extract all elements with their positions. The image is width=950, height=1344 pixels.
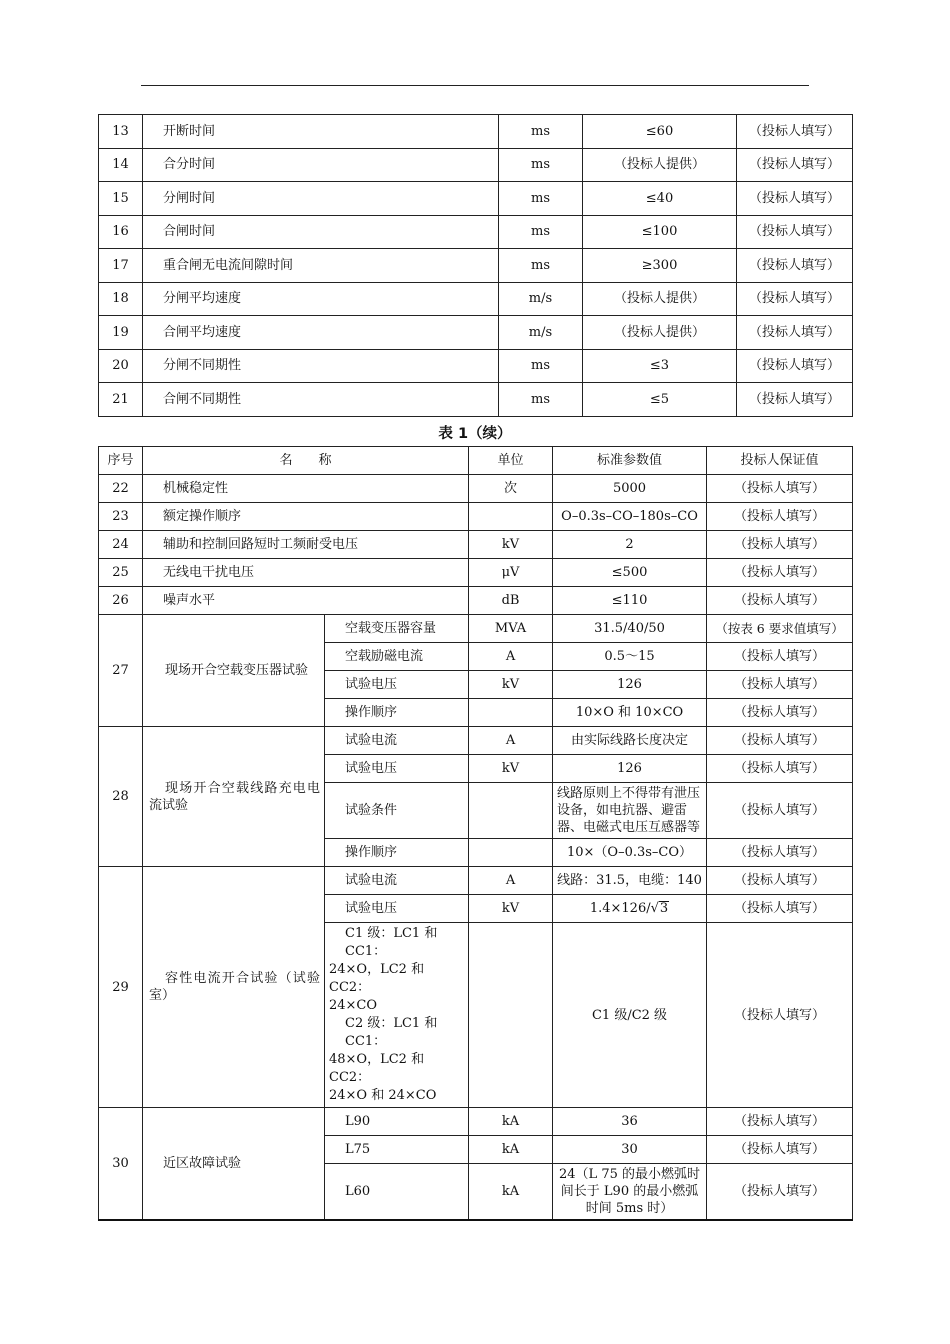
- row-guar: （投标人填写）: [707, 1164, 853, 1221]
- row-unit: [469, 699, 553, 727]
- row-std: ≤3: [583, 349, 737, 383]
- row-guar: （投标人填写）: [707, 559, 853, 587]
- table-row: [99, 282, 853, 316]
- row-name: 现场开合空载变压器试验: [143, 615, 325, 727]
- row-guar: （投标人填写）: [737, 115, 853, 149]
- row-no: 22: [99, 475, 143, 503]
- row-guar: （投标人填写）: [737, 383, 853, 417]
- row-std: ≤60: [583, 115, 737, 149]
- row-std: 线路原则上不得带有泄压设备，如电抗器、避雷器、电磁式电压互感器等: [553, 783, 707, 839]
- row-name: 机械稳定性: [143, 475, 469, 503]
- row-name: 合分时间: [143, 148, 499, 182]
- row-std: （投标人提供）: [583, 148, 737, 182]
- row-name: 近区故障试验: [143, 1108, 325, 1221]
- row-no: 23: [99, 503, 143, 531]
- table-row: [99, 316, 853, 350]
- row-guar: （投标人填写）: [707, 643, 853, 671]
- table-header-row: [99, 447, 853, 475]
- row-unit: [469, 923, 553, 1108]
- row-guar: （投标人填写）: [707, 839, 853, 867]
- row-no: 21: [99, 383, 143, 417]
- row-no: 25: [99, 559, 143, 587]
- row-unit: A: [469, 727, 553, 755]
- row-std: O–0.3s–CO–180s–CO: [553, 503, 707, 531]
- header-guar: 投标人保证值: [707, 447, 853, 475]
- row-guar: （投标人填写）: [737, 148, 853, 182]
- row-unit: kA: [469, 1136, 553, 1164]
- row-unit: kV: [469, 755, 553, 783]
- sub-line: 24×CO: [329, 998, 378, 1013]
- table-row: [99, 727, 853, 755]
- row-guar: （投标人填写）: [707, 727, 853, 755]
- row-no: 20: [99, 349, 143, 383]
- row-unit: kA: [469, 1108, 553, 1136]
- row-std: （投标人提供）: [583, 316, 737, 350]
- row-subitem: 操作顺序: [325, 839, 469, 867]
- table-row: [99, 249, 853, 283]
- sub-line: 48×O，LC2 和 CC2：: [329, 1052, 425, 1085]
- row-subitem: 空载励磁电流: [325, 643, 469, 671]
- row-no: 24: [99, 531, 143, 559]
- row-std: 31.5/40/50: [553, 615, 707, 643]
- row-no: 13: [99, 115, 143, 149]
- row-name: 开断时间: [143, 115, 499, 149]
- row-name: 噪声水平: [143, 587, 469, 615]
- row-guar: （投标人填写）: [707, 587, 853, 615]
- sub-line: C2 级：LC1 和 CC1：: [345, 1016, 438, 1049]
- row-subitem: 空载变压器容量: [325, 615, 469, 643]
- row-guar: （投标人填写）: [737, 282, 853, 316]
- row-unit: kV: [469, 671, 553, 699]
- row-guar: （投标人填写）: [737, 349, 853, 383]
- table-row: [99, 587, 853, 615]
- row-std: 126: [553, 671, 707, 699]
- row-no: 29: [99, 867, 143, 1108]
- table-row: [99, 475, 853, 503]
- row-unit: ms: [499, 148, 583, 182]
- row-subitem: 试验电压: [325, 895, 469, 923]
- row-std: 10×（O–0.3s–CO）: [553, 839, 707, 867]
- row-std: 由实际线路长度决定: [553, 727, 707, 755]
- spec-table-top: [98, 114, 853, 417]
- header-unit: 单位: [469, 447, 553, 475]
- row-unit: kV: [469, 895, 553, 923]
- row-guar: （投标人填写）: [707, 531, 853, 559]
- spec-table-main: [98, 446, 853, 1221]
- row-subitem: 试验条件: [325, 783, 469, 839]
- row-std: ≤40: [583, 182, 737, 216]
- header-no: 序号: [99, 447, 143, 475]
- row-unit: m/s: [499, 316, 583, 350]
- row-std: ≤100: [583, 215, 737, 249]
- row-guar: （投标人填写）: [737, 316, 853, 350]
- row-guar: （按表 6 要求值填写）: [707, 615, 853, 643]
- row-guar: （投标人填写）: [707, 755, 853, 783]
- row-std: 10×O 和 10×CO: [553, 699, 707, 727]
- row-unit: ms: [499, 349, 583, 383]
- simple-rows: [99, 475, 853, 615]
- row-no: 18: [99, 282, 143, 316]
- group-29: [99, 867, 853, 1108]
- table-row: [99, 349, 853, 383]
- row-std: 126: [553, 755, 707, 783]
- row-unit: dB: [469, 587, 553, 615]
- table-row: [99, 559, 853, 587]
- row-subitem: 试验电流: [325, 727, 469, 755]
- row-std: ≤500: [553, 559, 707, 587]
- row-std: 2: [553, 531, 707, 559]
- row-unit: m/s: [499, 282, 583, 316]
- table-row: [99, 182, 853, 216]
- row-unit: [469, 839, 553, 867]
- row-name: 辅助和控制回路短时工频耐受电压: [143, 531, 469, 559]
- row-std: ≤110: [553, 587, 707, 615]
- row-subitem: 试验电压: [325, 671, 469, 699]
- row-name: 重合闸无电流间隙时间: [143, 249, 499, 283]
- row-name: 分闸平均速度: [143, 282, 499, 316]
- row-std: 0.5～15: [553, 643, 707, 671]
- row-subitem: L75: [325, 1136, 469, 1164]
- table-row: [99, 215, 853, 249]
- row-name: 额定操作顺序: [143, 503, 469, 531]
- row-unit: A: [469, 643, 553, 671]
- row-no: 17: [99, 249, 143, 283]
- row-no: 16: [99, 215, 143, 249]
- row-unit: ms: [499, 215, 583, 249]
- row-guar: （投标人填写）: [707, 867, 853, 895]
- row-unit: kV: [469, 531, 553, 559]
- row-unit: [469, 503, 553, 531]
- row-unit: μV: [469, 559, 553, 587]
- table-row: [99, 115, 853, 149]
- sqrt-symbol: √3: [650, 901, 669, 916]
- row-std: ≥300: [583, 249, 737, 283]
- row-std: 5000: [553, 475, 707, 503]
- table-caption: 表 1（续）: [438, 426, 512, 442]
- group-28: [99, 727, 853, 867]
- header-std: 标准参数值: [553, 447, 707, 475]
- header-rule: [141, 85, 809, 86]
- row-no: 15: [99, 182, 143, 216]
- row-name: 无线电干扰电压: [143, 559, 469, 587]
- std-prefix: 1.4×126/: [589, 901, 651, 916]
- row-std: （投标人提供）: [583, 282, 737, 316]
- table-row: [99, 867, 853, 895]
- row-name: 合闸不同期性: [143, 383, 499, 417]
- row-guar: （投标人填写）: [707, 503, 853, 531]
- row-subitem: 试验电压: [325, 755, 469, 783]
- row-guar: （投标人填写）: [737, 249, 853, 283]
- row-std: 36: [553, 1108, 707, 1136]
- row-no: 19: [99, 316, 143, 350]
- row-unit: ms: [499, 249, 583, 283]
- row-std: ≤5: [583, 383, 737, 417]
- row-name: 容性电流开合试验（试验室）: [143, 867, 325, 1108]
- row-no: 14: [99, 148, 143, 182]
- row-name: 合闸时间: [143, 215, 499, 249]
- row-no: 27: [99, 615, 143, 727]
- table-row: [99, 615, 853, 643]
- row-unit: kA: [469, 1164, 553, 1221]
- row-unit: A: [469, 867, 553, 895]
- row-guar: （投标人填写）: [707, 923, 853, 1108]
- row-std: [553, 895, 707, 923]
- row-std: 线路：31.5，电缆：140: [553, 867, 707, 895]
- sub-line: C1 级：LC1 和 CC1：: [345, 926, 438, 959]
- row-guar: （投标人填写）: [737, 215, 853, 249]
- group-27: [99, 615, 853, 727]
- row-subitem: L60: [325, 1164, 469, 1221]
- row-subitem: L90: [325, 1108, 469, 1136]
- row-unit: ms: [499, 115, 583, 149]
- row-unit: MVA: [469, 615, 553, 643]
- table-row: [99, 383, 853, 417]
- row-unit: ms: [499, 383, 583, 417]
- row-name: 合闸平均速度: [143, 316, 499, 350]
- row-name: 分闸不同期性: [143, 349, 499, 383]
- row-name: 现场开合空载线路充电电流试验: [143, 727, 325, 867]
- table-row: [99, 531, 853, 559]
- sub-line: 24×O 和 24×CO: [329, 1088, 437, 1103]
- table-row: [99, 148, 853, 182]
- row-unit: 次: [469, 475, 553, 503]
- table-row: [99, 1108, 853, 1136]
- row-std: 30: [553, 1136, 707, 1164]
- row-guar: （投标人填写）: [707, 1108, 853, 1136]
- row-guar: （投标人填写）: [707, 1136, 853, 1164]
- row-unit: ms: [499, 182, 583, 216]
- row-no: 28: [99, 727, 143, 867]
- row-guar: （投标人填写）: [707, 895, 853, 923]
- row-guar: （投标人填写）: [707, 699, 853, 727]
- spec-table-top-body: [99, 115, 853, 417]
- row-guar: （投标人填写）: [707, 783, 853, 839]
- row-subitem: 操作顺序: [325, 699, 469, 727]
- row-subitem-multiline: [325, 923, 469, 1108]
- sub-line: 24×O，LC2 和 CC2：: [329, 962, 425, 995]
- header-name: 名 称: [143, 447, 469, 475]
- row-no: 26: [99, 587, 143, 615]
- row-no: 30: [99, 1108, 143, 1221]
- row-guar: （投标人填写）: [737, 182, 853, 216]
- row-name: 分闸时间: [143, 182, 499, 216]
- group-30: [99, 1108, 853, 1221]
- row-guar: （投标人填写）: [707, 475, 853, 503]
- row-std: 24（L 75 的最小燃弧时间长于 L90 的最小燃弧时间 5ms 时）: [553, 1164, 707, 1221]
- row-subitem: 试验电流: [325, 867, 469, 895]
- row-unit: [469, 783, 553, 839]
- sqrt-radicand: 3: [659, 901, 669, 916]
- table-row: [99, 503, 853, 531]
- row-std: C1 级/C2 级: [553, 923, 707, 1108]
- row-guar: （投标人填写）: [707, 671, 853, 699]
